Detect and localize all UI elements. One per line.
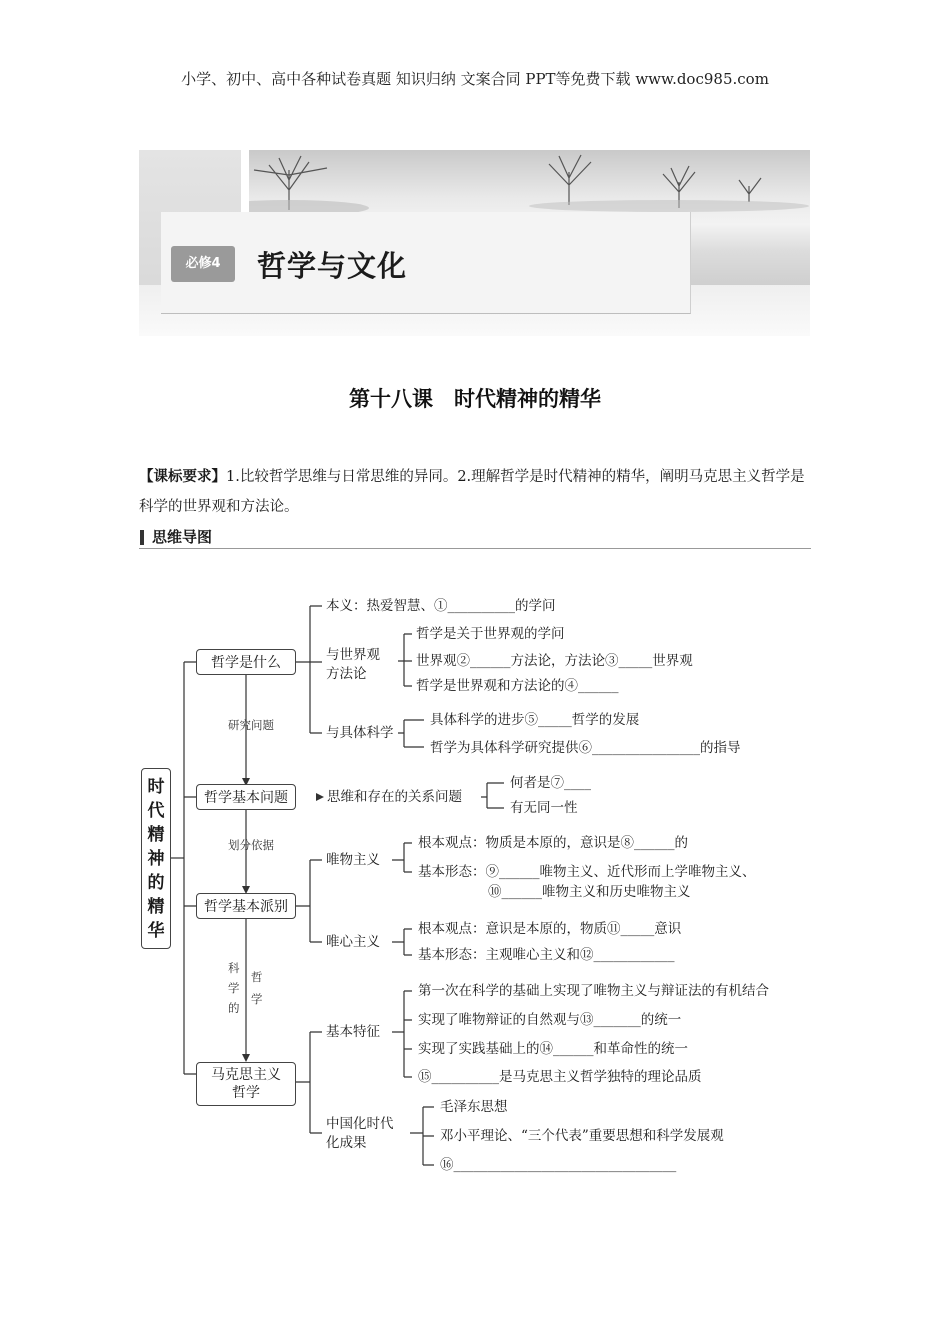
chapter-banner [139,150,810,336]
marxism-feature-item: 第一次在科学的基础上实现了唯物主义与辩证法的有机结合 [418,983,769,999]
what-science-label: 与具体科学 [326,725,394,741]
connector-label: 依据 [251,838,274,852]
basic-question-label: 思维和存在的关系问题 [327,789,462,805]
requirement-label: 【课标要求】 [139,469,226,485]
basic-question-item: 何者是⑦____ [510,775,591,791]
marxism-feature-item: 实现了唯物辩证的自然观与⑬_______的统一 [418,1012,682,1028]
china-item: 毛泽东思想 [440,1099,508,1115]
basic-question-item: 有无同一性 [510,800,578,816]
module-tag: 必修4 [171,246,235,282]
marxism-features-label: 基本特征 [326,1024,380,1040]
module-title: 哲学与文化 [257,249,408,283]
materialism-item: 基本形态：⑨______唯物主义、近代形而上学唯物主义、 [418,864,756,880]
node-marxist-philosophy: 马克思主义哲学 [196,1062,296,1106]
node-what-is-philosophy: 哲学是什么 [196,649,296,675]
mindmap-root [141,768,171,949]
idealism-item: 基本形态：主观唯心主义和⑫____________ [418,947,675,963]
node-basic-question: 哲学基本问题 [196,784,296,810]
requirement-text: 1.比较哲学思维与日常思维的异同。2.理解哲学是时代精神的精华，阐明马克思主义哲学是科学的世界观和方法论。 [139,469,805,515]
materialism-item: ⑩______唯物主义和历史唯物主义 [488,884,691,900]
what-original-meaning: 本义：热爱智慧、①__________的学问 [326,598,556,614]
marxism-feature-item: 实现了实践基础上的⑭______和革命性的统一 [418,1041,688,1057]
science-item: 哲学为具体科学研究提供⑥________________的指导 [430,740,741,756]
curriculum-requirement [139,462,811,522]
connector-label: 研究 [228,718,251,732]
banner-label-box [161,212,691,314]
china-item: 邓小平理论、“三个代表”重要思想和科学发展观 [440,1128,724,1144]
section-title: 思维导图 [152,528,213,546]
worldview-item: 世界观②______方法论，方法论③_____世界观 [416,653,693,669]
what-worldview-label-line2: 方法论 [326,666,367,682]
worldview-item: 哲学是世界观和方法论的④______ [416,678,619,694]
section-marker-icon [140,530,144,545]
worldview-item: 哲学是关于世界观的学问 [416,626,565,642]
marxism-feature-item: ⑮__________是马克思主义哲学独特的理论品质 [418,1069,702,1085]
china-item: ⑯_________________________________ [440,1157,677,1173]
science-item: 具体科学的进步⑤_____哲学的发展 [430,712,640,728]
section-header [139,525,811,549]
idealism-label: 唯心主义 [326,934,380,950]
materialism-label: 唯物主义 [326,852,380,868]
what-worldview-label-line1: 与世界观 [326,647,380,663]
connector-label: 哲学 [251,970,263,1006]
connector-label: 划分 [228,838,251,852]
mindmap-root-text: 时代精神的精华 [147,777,165,941]
lesson-title: 第十八课 时代精神的精华 [349,387,601,411]
node-basic-schools: 哲学基本派别 [196,893,296,919]
idealism-item: 根本观点：意识是本原的，物质⑪_____意识 [418,921,682,937]
materialism-item: 根本观点：物质是本原的，意识是⑧______的 [418,835,688,851]
china-label-line2: 化成果 [326,1135,367,1151]
connector-label: 问题 [251,718,274,732]
page-header: 小学、初中、高中各种试卷真题 知识归纳 文案合同 PPT等免费下载 www.doc985.com [181,70,769,88]
china-label-line1: 中国化时代 [326,1116,394,1132]
connector-label: 科学的 [228,961,240,1015]
